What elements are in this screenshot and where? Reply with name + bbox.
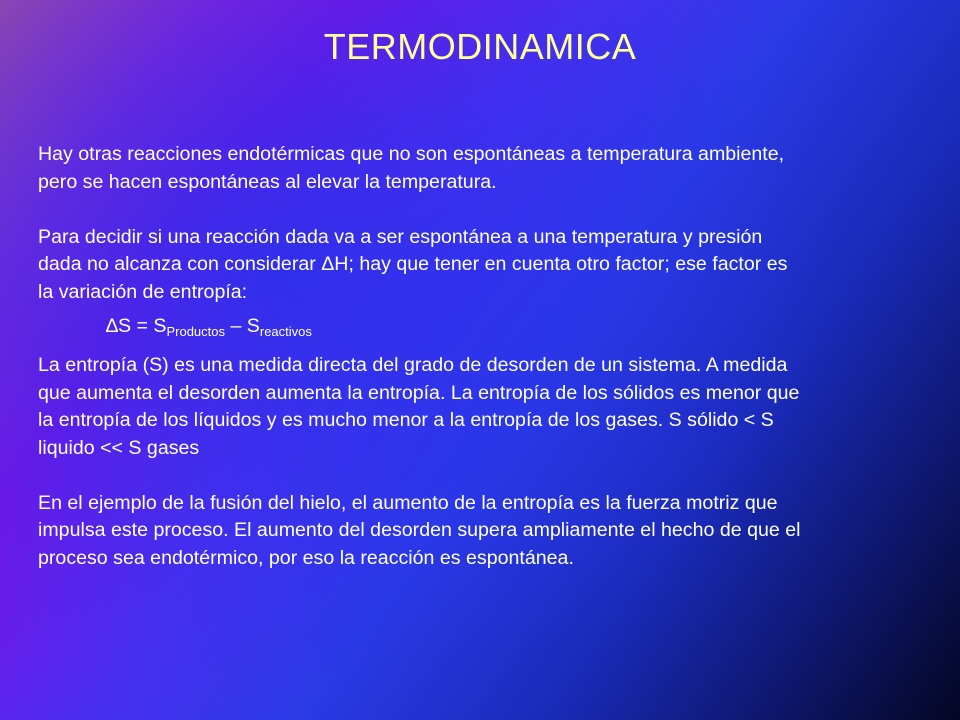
paragraph-endothermic-reactions: Hay otras reacciones endotérmicas que no son espontáneas a temperatura ambiente, pero se hacen espontáneas al elevar la temperatura. <box>38 143 785 193</box>
paragraph-gap <box>38 462 938 490</box>
paragraph-entropy-definition: La entropía (S) es una medida directa del grado de desorden de un sistema. A medida que aumenta el desorden aumenta la entropía. La entropía de los sólidos es menor que la entropía de los líquidos y es mucho menor a la entropía de los gases. S sólido < S liquido << S gases <box>38 354 800 459</box>
slide-body <box>38 141 938 572</box>
slide-title: TERMODINAMICA <box>323 26 637 67</box>
paragraph-ice-melting-example: En el ejemplo de la fusión del hielo, el aumento de la entropía es la fuerza motriz que impulsa este proceso. El aumento del desorden supera ampliamente el hecho de que el proceso sea endotérmico, por eso la reacción es espontánea. <box>38 491 801 569</box>
formula-subscript-reactants: reactivos <box>259 324 312 339</box>
formula-subscript-products: Productos <box>166 324 226 339</box>
formula-lhs: ∆S = S <box>106 315 167 337</box>
formula-minus: – S <box>225 315 260 337</box>
entropy-formula <box>38 306 938 352</box>
paragraph-gap <box>38 196 938 224</box>
paragraph-entropy-intro: Para decidir si una reacción dada va a ser espontánea a una temperatura y presión dada no alcanza con considerar ΔH; hay que tener en cuenta otro factor; ese factor es la variación de entropía: <box>38 225 788 303</box>
